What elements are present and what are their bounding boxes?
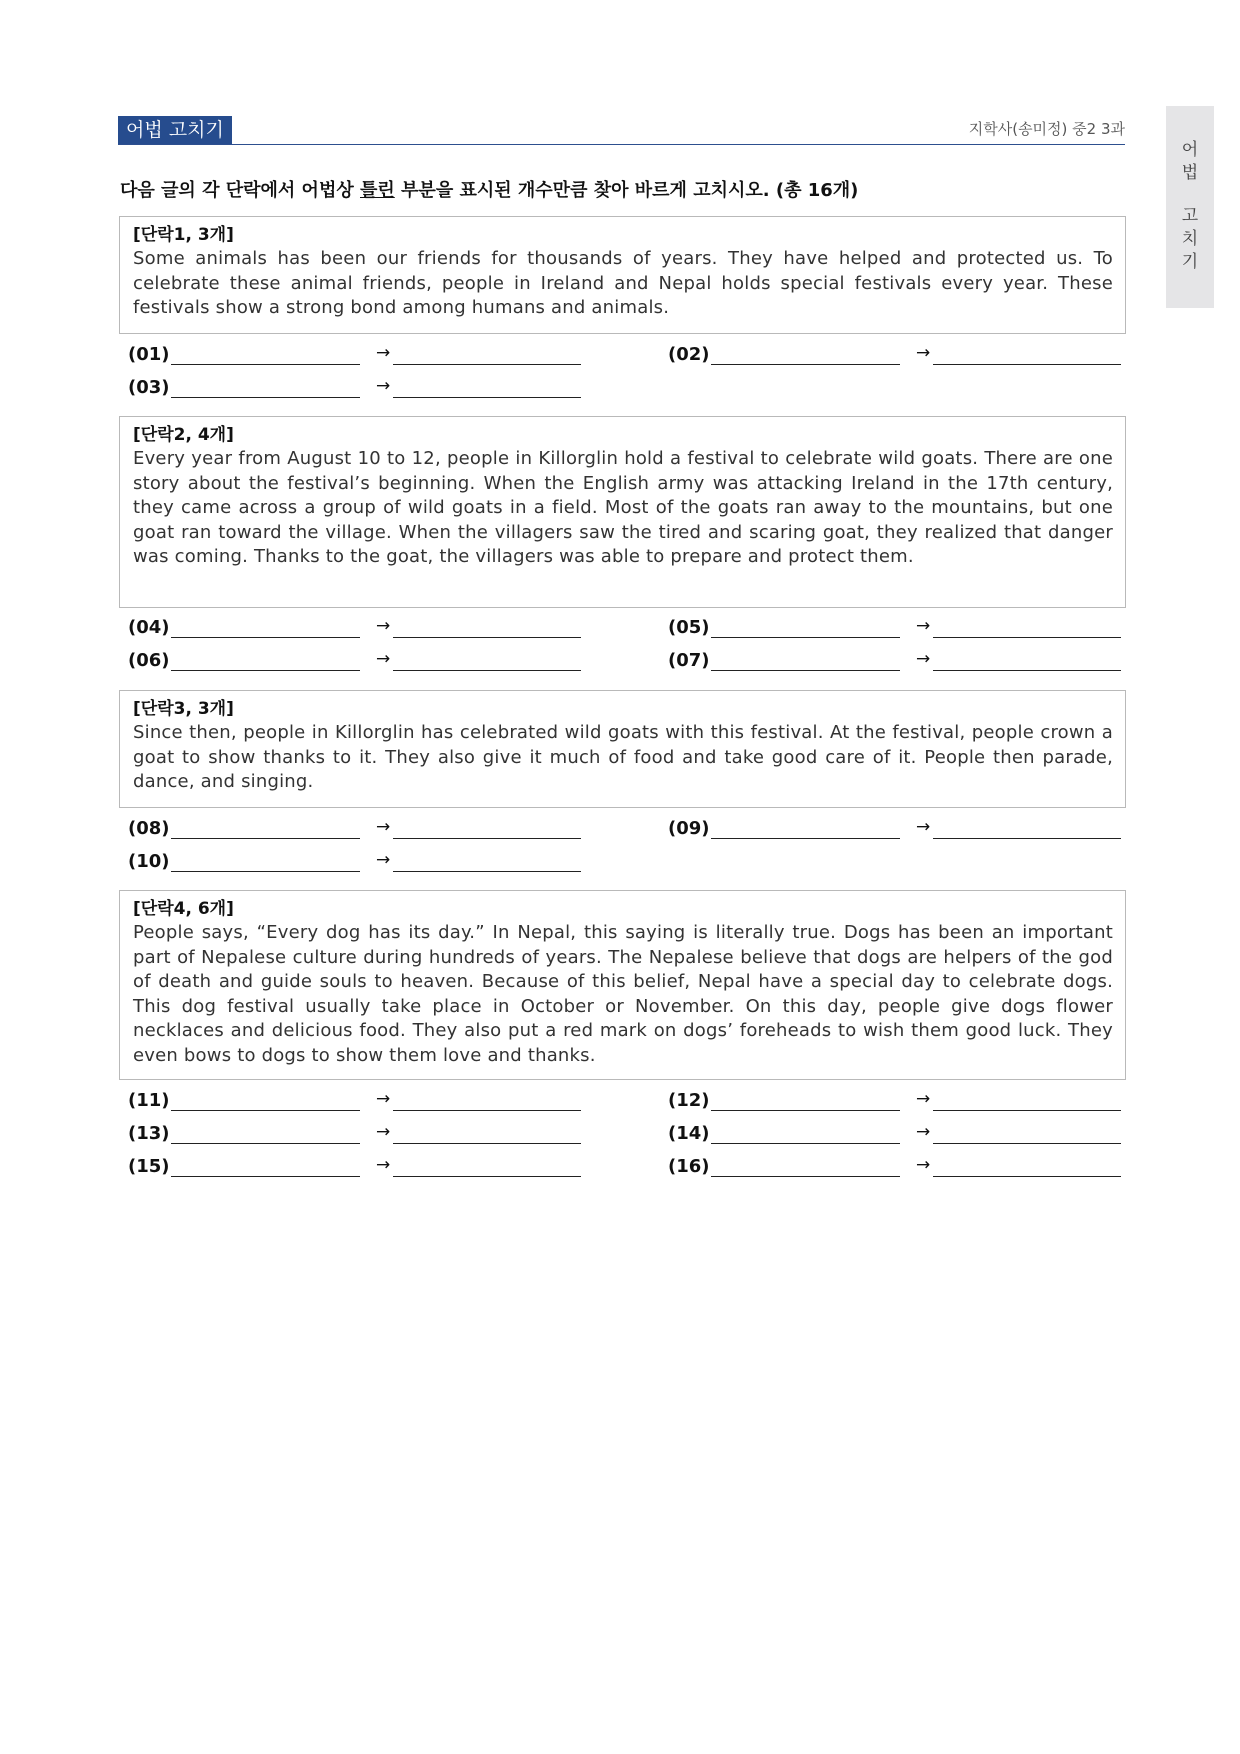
wrong-answer-blank[interactable]	[711, 1176, 900, 1177]
arrow-icon: →	[916, 649, 931, 669]
correct-answer-blank[interactable]	[393, 1143, 581, 1144]
wrong-answer-blank[interactable]	[711, 670, 900, 671]
arrow-icon: →	[916, 817, 931, 837]
answer-row	[128, 1088, 588, 1116]
wrong-answer-blank[interactable]	[171, 637, 360, 638]
arrow-icon: →	[376, 616, 391, 636]
correct-answer-blank[interactable]	[933, 1176, 1121, 1177]
answer-number: (08)	[128, 818, 170, 839]
correct-answer-blank[interactable]	[393, 1176, 581, 1177]
wrong-answer-blank[interactable]	[171, 364, 360, 365]
answer-row	[128, 816, 588, 844]
arrow-icon: →	[376, 1122, 391, 1142]
answer-row	[668, 615, 1128, 643]
arrow-icon: →	[376, 817, 391, 837]
wrong-answer-blank[interactable]	[171, 670, 360, 671]
answer-row	[668, 648, 1128, 676]
arrow-icon: →	[916, 616, 931, 636]
arrow-icon: →	[916, 1122, 931, 1142]
side-tab	[1166, 106, 1214, 308]
answer-number: (15)	[128, 1156, 170, 1177]
answer-row	[128, 342, 588, 370]
arrow-icon: →	[376, 343, 391, 363]
answer-number: (04)	[128, 617, 170, 638]
paragraph-text: Every year from August 10 to 12, people in Killorglin hold a festival to celebrate wild goats. There are one story about the festival’s beginning. When the English army was attacking Ireland in the 17th century, they came across a group of wild goats in a field. Most of the goats ran away to the mountains, but one goat ran toward the village. When the villagers saw the tired and scaring goat, they realized that danger was coming. Thanks to the goat, the villagers was able to prepare and protect them.	[133, 448, 1113, 567]
correct-answer-blank[interactable]	[933, 1143, 1121, 1144]
instruction-before: 다음 글의 각 단락에서 어법상	[120, 180, 360, 201]
correct-answer-blank[interactable]	[933, 364, 1121, 365]
wrong-answer-blank[interactable]	[711, 838, 900, 839]
paragraph-box	[119, 416, 1126, 608]
correct-answer-blank[interactable]	[393, 838, 581, 839]
wrong-answer-blank[interactable]	[171, 1176, 360, 1177]
arrow-icon: →	[376, 376, 391, 396]
wrong-answer-blank[interactable]	[711, 1143, 900, 1144]
side-tab-char: 고	[1181, 206, 1199, 226]
paragraph-text: Some animals has been our friends for thousands of years. They have helped and protected us. To celebrate these animal friends, people in Ireland and Nepal holds special festivals every year. These festivals show a strong bond among humans and animals.	[133, 248, 1113, 318]
answer-row	[128, 1121, 588, 1149]
wrong-answer-blank[interactable]	[171, 397, 360, 398]
arrow-icon: →	[376, 1089, 391, 1109]
answer-number: (11)	[128, 1090, 170, 1111]
answer-row	[668, 1088, 1128, 1116]
instruction	[120, 176, 858, 202]
answer-number: (06)	[128, 650, 170, 671]
answer-row	[668, 342, 1128, 370]
answer-row	[128, 648, 588, 676]
answer-number: (03)	[128, 377, 170, 398]
answer-row	[668, 816, 1128, 844]
correct-answer-blank[interactable]	[393, 637, 581, 638]
paragraph-label: [단락2, 4개]	[133, 425, 234, 445]
answer-row	[128, 849, 588, 877]
paragraph-text: Since then, people in Killorglin has celebrated wild goats with this festival. At the festival, people crown a goat to show thanks to it. They also give it much of food and take good care of it. People then parade, dance, and singing.	[133, 722, 1113, 792]
answer-number: (09)	[668, 818, 710, 839]
answer-row	[128, 1154, 588, 1182]
answer-number: (14)	[668, 1123, 710, 1144]
answer-number: (05)	[668, 617, 710, 638]
correct-answer-blank[interactable]	[393, 670, 581, 671]
paragraph-label: [단락3, 3개]	[133, 699, 234, 719]
paragraph-box	[119, 690, 1126, 808]
wrong-answer-blank[interactable]	[171, 1110, 360, 1111]
answer-number: (07)	[668, 650, 710, 671]
paragraph-label: [단락4, 6개]	[133, 899, 234, 919]
correct-answer-blank[interactable]	[393, 1110, 581, 1111]
arrow-icon: →	[376, 649, 391, 669]
answer-number: (16)	[668, 1156, 710, 1177]
answer-row	[668, 1154, 1128, 1182]
paragraph-text: People says, “Every dog has its day.” In Nepal, this saying is literally true. Dogs has been an important part of Nepalese culture during hundreds of years. The Nepalese believe that dogs are helpers of the god of death and guide souls to heaven. Because of this belief, Nepal have a special day to celebrate dogs. This dog festival usually take place in October or November. On this day, people give dogs flower necklaces and delicious food. They also put a red mark on dogs’ foreheads to wish them good luck. They even bows to dogs to show them love and thanks.	[133, 922, 1113, 1066]
arrow-icon: →	[916, 1089, 931, 1109]
correct-answer-blank[interactable]	[933, 838, 1121, 839]
instruction-underlined: 틀린	[360, 180, 395, 201]
wrong-answer-blank[interactable]	[171, 871, 360, 872]
wrong-answer-blank[interactable]	[711, 637, 900, 638]
correct-answer-blank[interactable]	[933, 1110, 1121, 1111]
wrong-answer-blank[interactable]	[171, 838, 360, 839]
answer-number: (10)	[128, 851, 170, 872]
paragraph-label: [단락1, 3개]	[133, 225, 234, 245]
paragraph-box	[119, 216, 1126, 334]
source-label: 지학사(송미정) 중2 3과	[968, 120, 1125, 138]
arrow-icon: →	[916, 343, 931, 363]
answer-number: (02)	[668, 344, 710, 365]
correct-answer-blank[interactable]	[933, 670, 1121, 671]
answer-number: (13)	[128, 1123, 170, 1144]
section-title: 어법 고치기	[118, 116, 232, 144]
correct-answer-blank[interactable]	[393, 364, 581, 365]
side-tab-char: 치	[1181, 229, 1199, 249]
wrong-answer-blank[interactable]	[711, 364, 900, 365]
side-tab-char: 기	[1181, 252, 1199, 272]
arrow-icon: →	[376, 1155, 391, 1175]
side-tab-char: 어	[1181, 140, 1199, 160]
paragraph-box	[119, 890, 1126, 1080]
answer-number: (12)	[668, 1090, 710, 1111]
answer-number: (01)	[128, 344, 170, 365]
instruction-after: 부분을 표시된 개수만큼 찾아 바르게 고치시오. (총 16개)	[394, 180, 859, 201]
arrow-icon: →	[376, 850, 391, 870]
wrong-answer-blank[interactable]	[171, 1143, 360, 1144]
answer-row	[128, 375, 588, 403]
correct-answer-blank[interactable]	[933, 637, 1121, 638]
answer-row	[668, 1121, 1128, 1149]
correct-answer-blank[interactable]	[393, 397, 581, 398]
correct-answer-blank[interactable]	[393, 871, 581, 872]
page-header	[118, 116, 1125, 145]
answer-row	[128, 615, 588, 643]
wrong-answer-blank[interactable]	[711, 1110, 900, 1111]
arrow-icon: →	[916, 1155, 931, 1175]
side-tab-char: 법	[1181, 163, 1199, 183]
